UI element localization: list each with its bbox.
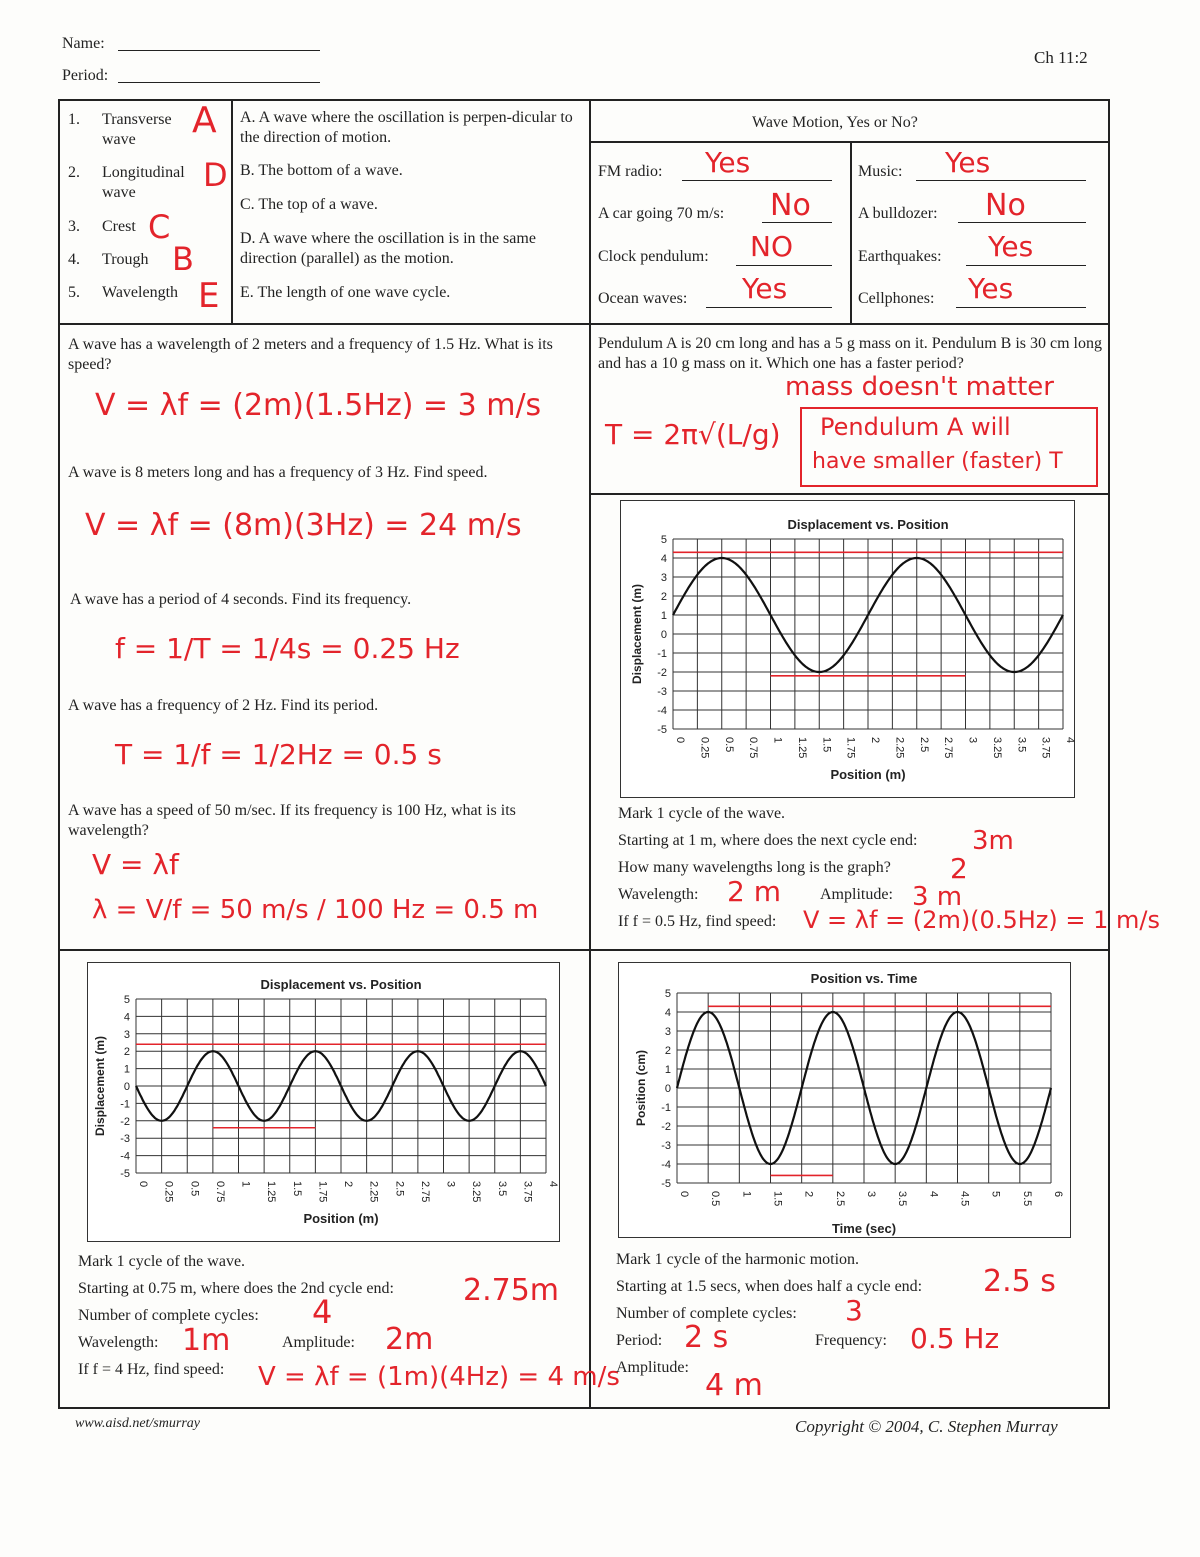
- graph3-a4: 2 s: [684, 1320, 729, 1355]
- term-answer: C: [148, 208, 171, 246]
- term-num: 3.: [68, 218, 80, 235]
- definition-e: E. The length of one wave cycle.: [240, 284, 451, 301]
- chart-1-svg: [621, 501, 1076, 796]
- wave-motion-answer: No: [770, 188, 811, 223]
- x-tick-label: 3.25: [990, 737, 1003, 759]
- problem-2-answer: V = λf = (8m)(3Hz) = 24 m/s: [85, 508, 522, 543]
- y-tick-label: -2: [661, 1121, 671, 1133]
- x-tick-label: 1: [771, 737, 784, 744]
- y-axis-label: Displacement (m): [630, 583, 644, 685]
- wave-motion-label: Music:: [858, 163, 903, 180]
- problem-2-question: A wave is 8 meters long and has a frequency of 3 Hz. Find speed.: [68, 464, 488, 481]
- term-answer: A: [192, 100, 217, 141]
- wave-motion-label: A bulldozer:: [858, 205, 938, 222]
- graph1-q4: Wavelength:: [618, 886, 699, 903]
- graph2-a2: 2.75m: [463, 1273, 560, 1308]
- x-tick-label: 1.5: [820, 737, 833, 753]
- x-tick-label: 3.25: [470, 1181, 483, 1203]
- x-tick-label: 6: [1052, 1191, 1064, 1198]
- center-divider: [589, 99, 591, 1409]
- x-tick-label: 2.5: [917, 737, 930, 753]
- x-tick-label: 0.75: [213, 1181, 226, 1203]
- row-divider-1: [58, 323, 1110, 325]
- y-tick-label: 0: [664, 1083, 671, 1095]
- term-label: Longitudinal wave: [102, 164, 185, 201]
- x-tick-label: 0: [678, 1191, 690, 1198]
- pendulum-answer-box: [800, 407, 1098, 487]
- problem-5-question: A wave has a speed of 50 m/sec. If its frequency is 100 Hz, what is its wavelength?: [68, 802, 516, 839]
- pendulum-answer-line1: Pendulum A will: [820, 413, 1011, 441]
- problem-3-answer: f = 1/T = 1/4s = 0.25 Hz: [115, 632, 460, 665]
- chart-displacement-position-2: [87, 962, 560, 1242]
- graph3-q3: Number of complete cycles:: [616, 1305, 797, 1322]
- period-label: Period:: [62, 67, 109, 84]
- wave-motion-label: FM radio:: [598, 163, 663, 180]
- y-tick-label: -1: [120, 1098, 130, 1111]
- y-tick-label: -4: [661, 1159, 671, 1171]
- term-answer: E: [198, 276, 220, 316]
- y-tick-label: 5: [660, 534, 667, 546]
- term-label: Crest: [102, 218, 136, 235]
- x-tick-label: 4: [1064, 737, 1076, 744]
- graph2-q1: Mark 1 cycle of the wave.: [78, 1253, 246, 1270]
- definition-c: C. The top of a wave.: [240, 196, 378, 213]
- y-tick-label: 2: [660, 591, 667, 603]
- y-tick-label: 4: [660, 553, 667, 565]
- y-tick-label: -4: [657, 705, 667, 717]
- graph1-q2: Starting at 1 m, where does the next cycle end:: [618, 832, 918, 849]
- row-divider-2: [58, 949, 1110, 951]
- graph3-q4: Period:: [616, 1332, 663, 1349]
- chart-displacement-position-1: [620, 500, 1075, 798]
- x-tick-label: 0.5: [709, 1191, 722, 1207]
- y-tick-label: -5: [657, 724, 667, 736]
- wave-motion-answer: No: [985, 188, 1026, 223]
- x-tick-label: 1.25: [265, 1181, 278, 1203]
- x-tick-label: 3: [865, 1191, 877, 1198]
- chart-2-svg: [88, 963, 558, 1240]
- definition-d: D. A wave where the oscillation is in the same direction (parallel) as the motion.: [240, 230, 536, 267]
- x-tick-label: 0: [137, 1181, 149, 1188]
- chart-position-time: [618, 962, 1071, 1238]
- x-tick-label: 2: [802, 1191, 815, 1198]
- graph2-q5: Amplitude:: [282, 1334, 355, 1351]
- definition-b: B. The bottom of a wave.: [240, 162, 403, 179]
- answer-line[interactable]: [706, 307, 832, 308]
- pendulum-note: mass doesn't matter: [785, 372, 1054, 402]
- graph1-q6: If f = 0.5 Hz, find speed:: [618, 913, 777, 930]
- x-tick-label: 1: [239, 1181, 252, 1188]
- x-tick-label: 3.5: [896, 1191, 909, 1207]
- y-tick-label: 3: [123, 1028, 130, 1041]
- wave-motion-answer: Yes: [968, 272, 1014, 305]
- x-tick-label: 0.5: [722, 737, 735, 753]
- y-tick-label: -5: [120, 1168, 130, 1180]
- wave-motion-answer: Yes: [742, 272, 788, 305]
- wave-motion-answer: Yes: [705, 146, 751, 179]
- graph2-q3: Number of complete cycles:: [78, 1307, 259, 1324]
- x-tick-label: 1: [740, 1191, 753, 1198]
- x-tick-label: 3.75: [521, 1181, 534, 1203]
- x-tick-label: 1.25: [795, 737, 808, 759]
- y-tick-label: 2: [123, 1046, 130, 1059]
- x-tick-label: 5: [989, 1191, 1002, 1198]
- x-tick-label: 3.5: [495, 1181, 508, 1197]
- problem-1-question: A wave has a wavelength of 2 meters and a frequency of 1.5 Hz. What is its speed?: [68, 336, 553, 373]
- x-tick-label: 3.5: [1015, 737, 1028, 753]
- wave-motion-answer: Yes: [945, 146, 991, 179]
- wave-motion-label: Ocean waves:: [598, 290, 688, 307]
- name-field[interactable]: [118, 50, 320, 51]
- pendulum-divider: [591, 493, 1110, 495]
- wave-motion-answer: NO: [750, 230, 793, 263]
- graph2-a6: V = λf = (1m)(4Hz) = 4 m/s: [258, 1362, 620, 1392]
- x-tick-label: 2.25: [367, 1181, 380, 1203]
- x-tick-label: 2.5: [833, 1191, 846, 1207]
- wave-motion-col-divider: [850, 143, 852, 323]
- pendulum-answer-line2: have smaller (faster) T: [812, 449, 1063, 474]
- answer-line[interactable]: [916, 180, 1086, 181]
- x-tick-label: 4.5: [958, 1191, 971, 1207]
- y-tick-label: 2: [664, 1045, 671, 1057]
- wave-motion-answer: Yes: [988, 230, 1034, 263]
- y-tick-label: 1: [664, 1064, 671, 1076]
- y-tick-label: 4: [123, 1011, 130, 1024]
- answer-line[interactable]: [956, 307, 1086, 308]
- name-label: Name:: [62, 35, 105, 52]
- term-label: Trough: [102, 251, 149, 268]
- graph2-q6: If f = 4 Hz, find speed:: [78, 1361, 225, 1378]
- y-tick-label: -3: [661, 1140, 671, 1152]
- y-tick-label: 5: [664, 988, 671, 1000]
- y-tick-label: -2: [657, 667, 667, 679]
- chart-title: Displacement vs. Position: [787, 517, 949, 532]
- graph1-q1: Mark 1 cycle of the wave.: [618, 805, 786, 822]
- pendulum-formula: T = 2π√(L/g): [605, 418, 781, 451]
- answer-line[interactable]: [736, 265, 832, 266]
- footer-url[interactable]: www.aisd.net/smurray: [75, 1416, 200, 1431]
- x-tick-label: 1.75: [844, 737, 857, 759]
- x-tick-label: 0.25: [698, 737, 711, 759]
- period-field[interactable]: [118, 82, 320, 83]
- graph3-q1: Mark 1 cycle of the harmonic motion.: [616, 1251, 860, 1268]
- graph3-a2: 2.5 s: [983, 1264, 1056, 1299]
- graph1-a5: 3 m: [912, 882, 963, 912]
- x-tick-label: 3.75: [1039, 737, 1052, 759]
- x-tick-label: 0: [674, 737, 686, 744]
- x-axis-label: Position (m): [830, 767, 906, 782]
- x-tick-label: 1.5: [771, 1191, 784, 1207]
- x-axis-label: Time (sec): [831, 1221, 897, 1236]
- y-tick-label: -1: [661, 1102, 671, 1114]
- term-label: Transverse wave: [102, 111, 172, 148]
- x-tick-label: 4: [927, 1191, 940, 1198]
- wave-motion-label: Earthquakes:: [858, 248, 942, 265]
- y-tick-label: -3: [657, 686, 667, 698]
- graph1-q5: Amplitude:: [820, 886, 893, 903]
- chart-3-svg: [619, 963, 1069, 1236]
- wave-motion-label: Clock pendulum:: [598, 248, 709, 265]
- graph2-a4: 1m: [182, 1323, 231, 1358]
- y-tick-label: 3: [664, 1026, 671, 1038]
- x-tick-label: 0.25: [162, 1181, 175, 1203]
- y-tick-label: -1: [657, 648, 667, 660]
- x-tick-label: 2: [342, 1181, 354, 1188]
- chart-title: Position vs. Time: [810, 971, 918, 986]
- x-tick-label: 1.5: [290, 1181, 303, 1197]
- term-num: 4.: [68, 251, 80, 268]
- wave-motion-label: A car going 70 m/s:: [598, 205, 725, 222]
- answer-line[interactable]: [966, 265, 1086, 266]
- graph1-a3: 2: [950, 852, 968, 885]
- graph3-a5: 0.5 Hz: [910, 1322, 1000, 1355]
- y-tick-label: 1: [660, 610, 667, 622]
- problem-4-answer: T = 1/f = 1/2Hz = 0.5 s: [115, 738, 442, 771]
- problem-3-question: A wave has a period of 4 seconds. Find its frequency.: [70, 591, 412, 608]
- x-tick-label: 5.5: [1020, 1191, 1033, 1207]
- x-tick-label: 0.75: [747, 737, 760, 759]
- x-tick-label: 2.25: [893, 737, 906, 759]
- x-tick-label: 4: [547, 1181, 559, 1188]
- wave-motion-title: Wave Motion, Yes or No?: [752, 114, 918, 131]
- graph3-q2: Starting at 1.5 secs, when does half a cycle end:: [616, 1278, 923, 1295]
- x-tick-label: 0.5: [188, 1181, 201, 1197]
- graph2-q2: Starting at 0.75 m, where does the 2nd cycle end:: [78, 1280, 394, 1297]
- chart-title: Displacement vs. Position: [260, 977, 422, 992]
- definition-a: A. A wave where the oscillation is perpen-dicular to the direction of motion.: [240, 109, 573, 146]
- graph2-a5: 2m: [385, 1322, 434, 1357]
- y-axis-label: Position (cm): [634, 1049, 648, 1127]
- term-num: 2.: [68, 164, 80, 181]
- graph2-q4: Wavelength:: [78, 1334, 159, 1351]
- y-tick-label: 4: [664, 1007, 671, 1019]
- x-tick-label: 3: [966, 737, 979, 744]
- chapter-label: Ch 11:2: [1034, 48, 1088, 67]
- x-axis-label: Position (m): [303, 1211, 379, 1226]
- x-tick-label: 2: [869, 737, 881, 744]
- term-num: 5.: [68, 284, 80, 301]
- graph3-q5: Frequency:: [815, 1332, 887, 1349]
- graph1-a6: V = λf = (2m)(0.5Hz) = 1 m/s: [803, 906, 1160, 934]
- matching-divider: [231, 99, 233, 324]
- footer-copyright: Copyright © 2004, C. Stephen Murray: [795, 1417, 1058, 1436]
- graph3-a3: 3: [845, 1294, 863, 1327]
- y-tick-label: -3: [120, 1133, 130, 1146]
- y-tick-label: 0: [123, 1081, 130, 1093]
- graph1-q3: How many wavelengths long is the graph?: [618, 859, 891, 876]
- problem-5-answer-line2: λ = V/f = 50 m/s / 100 Hz = 0.5 m: [92, 895, 539, 925]
- y-tick-label: -2: [120, 1115, 130, 1128]
- x-tick-label: 2.75: [418, 1181, 431, 1203]
- y-tick-label: 3: [660, 572, 667, 584]
- term-num: 1.: [68, 111, 80, 128]
- problem-1-answer: V = λf = (2m)(1.5Hz) = 3 m/s: [95, 388, 542, 423]
- y-tick-label: -5: [661, 1178, 671, 1190]
- graph3-q6: Amplitude:: [616, 1359, 689, 1376]
- term-answer: D: [203, 156, 228, 194]
- term-label: Wavelength: [102, 284, 179, 301]
- x-tick-label: 3: [444, 1181, 457, 1188]
- y-tick-label: -4: [120, 1150, 130, 1163]
- graph1-a2: 3m: [972, 826, 1014, 856]
- graph2-a3: 4: [312, 1293, 333, 1331]
- y-tick-label: 5: [123, 994, 130, 1006]
- problem-4-question: A wave has a frequency of 2 Hz. Find its period.: [68, 697, 379, 714]
- y-tick-label: 0: [660, 629, 667, 641]
- graph3-a6: 4 m: [705, 1368, 763, 1403]
- y-tick-label: 1: [123, 1063, 130, 1076]
- x-tick-label: 1.75: [316, 1181, 329, 1203]
- pendulum-question: Pendulum A is 20 cm long and has a 5 g mass on it. Pendulum B is 30 cm long and has a 10 g mass on it. Which one has a faster period?: [598, 335, 1102, 372]
- x-tick-label: 2.5: [393, 1181, 406, 1197]
- wave-motion-label: Cellphones:: [858, 290, 935, 307]
- term-answer: B: [172, 240, 194, 278]
- y-axis-label: Displacement (m): [93, 1035, 107, 1137]
- x-tick-label: 2.75: [942, 737, 955, 759]
- problem-5-answer-line1: V = λf: [92, 848, 179, 881]
- answer-line[interactable]: [682, 180, 832, 181]
- graph1-a4: 2 m: [727, 875, 781, 908]
